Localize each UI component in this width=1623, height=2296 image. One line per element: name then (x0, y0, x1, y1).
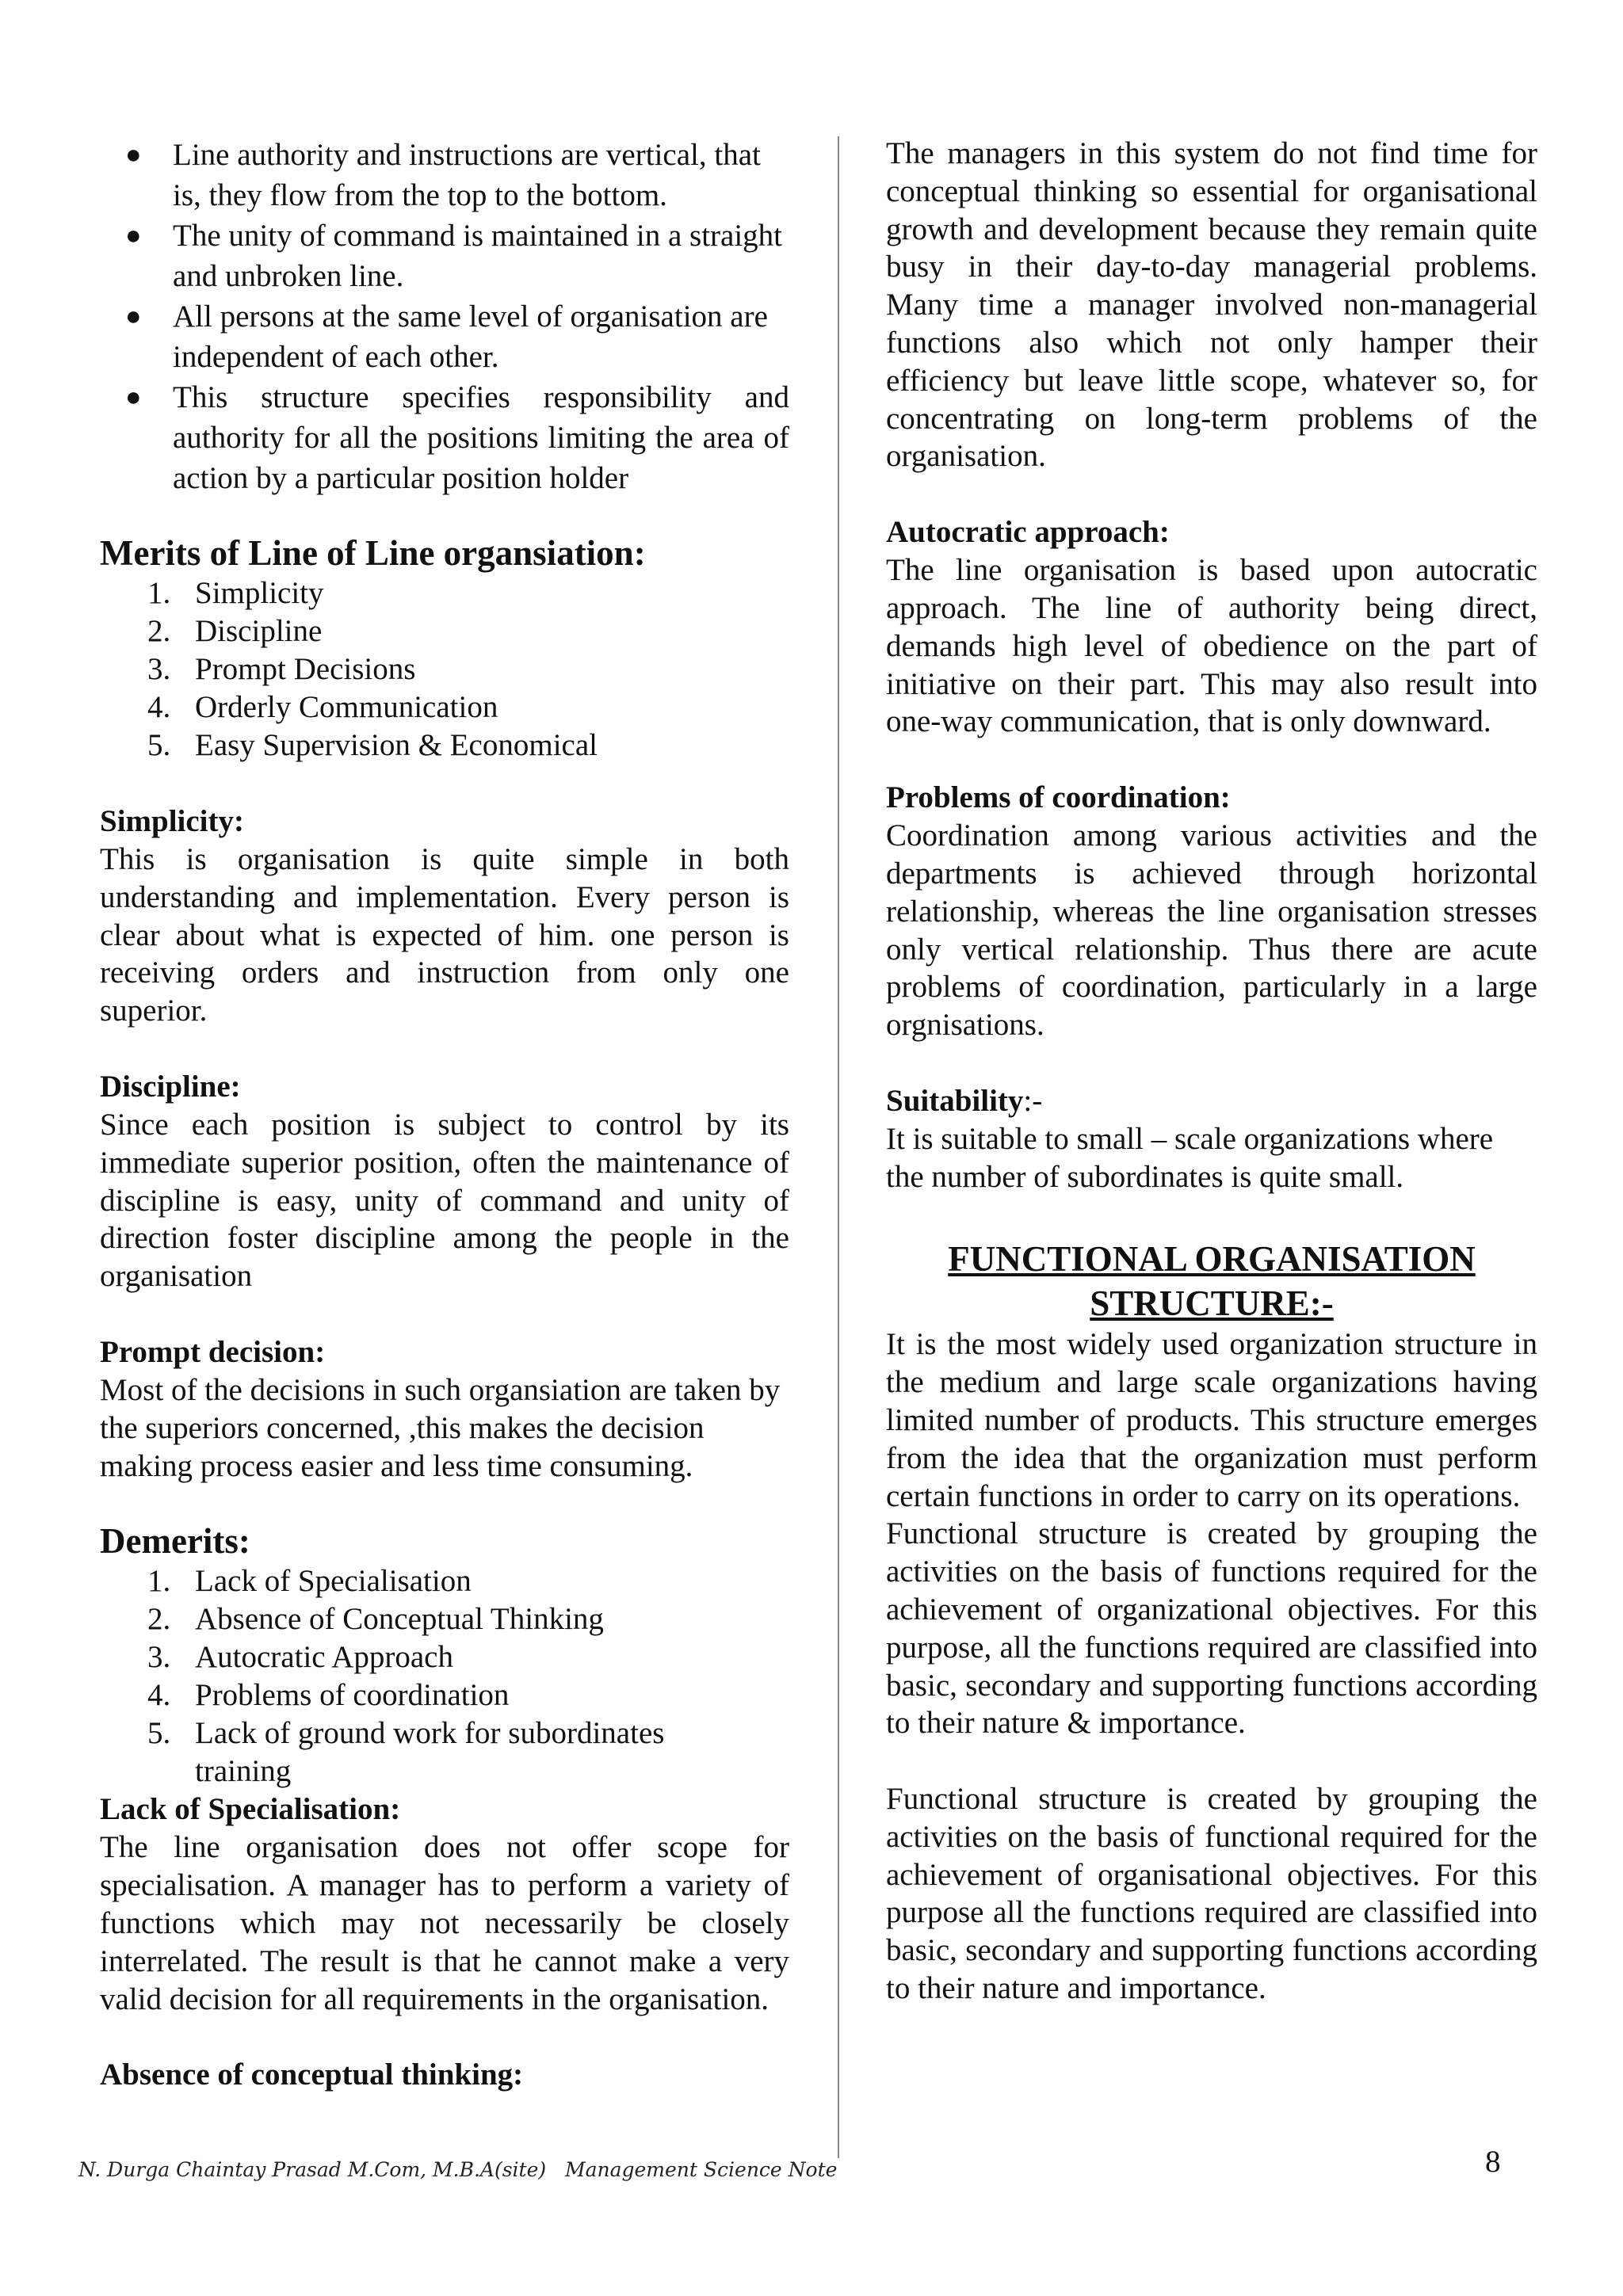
absence-of-conceptual-thinking-heading: Absence of conceptual thinking: (100, 2058, 524, 2092)
simplicity-paragraph: This is organisation is quite simple in both understanding and implementation. Every person is clear about what is expected of him. one person is receiving orders and instruction from only one superior. (100, 842, 789, 1028)
bullet-item: ● The unity of command is maintained in a straight and unbroken line. (100, 215, 789, 296)
list-item: 3. Autocratic Approach (147, 1640, 453, 1675)
lack-of-specialisation-paragraph: The line organisation does not offer scope for specialisation. A manager has to perform a variety of functions which may not necessarily be closely interrelated. The result is that he cannot make a very valid decision for all requirements in the organisation. (100, 1830, 789, 2016)
footer-title: Management Science Note (565, 2158, 838, 2181)
functional-organisation-title-line2: STRUCTURE:- (1090, 1283, 1334, 1324)
list-item: 5. Easy Supervision & Economical (147, 728, 598, 762)
problems-of-coordination-paragraph: Coordination among various activities and the departments is achieved through horizontal relationship, whereas the line organisation stresses only vertical relationship. Thus there are acute problems of coordination, particularly in a large orgnisations. (886, 818, 1537, 1043)
merits-list (100, 574, 789, 765)
prompt-decision-heading: Prompt decision: (100, 1334, 326, 1369)
merits-heading: Merits of Line of Line organsiation: (100, 533, 646, 573)
functional-organisation-title: FUNCTIONAL ORGANISATION (948, 1239, 1476, 1280)
autocratic-approach-heading: Autocratic approach: (886, 515, 1170, 550)
page-footer (78, 2158, 837, 2181)
bullet-item: ● All persons at the same level of organisation are independent of each other. (100, 296, 789, 377)
discipline-paragraph: Since each position is subject to control by its immediate superior position, often the maintenance of discipline is easy, unity of command and unity of direction foster discipline among the people in the organisation (100, 1107, 789, 1294)
demerits-heading: Demerits: (100, 1521, 250, 1562)
bullet-item: ● This structure specifies responsibility and authority for all the positions limiting the area of action by a particular position holder (100, 377, 789, 498)
suitability-heading: Suitability:- (886, 1083, 1043, 1118)
list-item: 3. Prompt Decisions (147, 652, 416, 686)
bullet-icon: ● (125, 302, 142, 331)
list-item: 1. Simplicity (147, 576, 324, 610)
bullet-icon: ● (125, 383, 142, 412)
list-item: 5. Lack of ground work for subordinates training (147, 1716, 665, 1789)
functional-paragraph-2: Functional structure is created by grouping the activities on the basis of functions required for the achievement of organizational objectives. For this purpose, all the functions required are classified into basic, secondary and supporting functions according to their nature & importance. (886, 1516, 1537, 1741)
left-column (100, 135, 789, 2094)
suitability-paragraph: It is suitable to small – scale organizations where the number of subordinates is quite small. (886, 1121, 1494, 1194)
managers-paragraph: The managers in this system do not find time for conceptual thinking so essential for organisational growth and development because they remain quite busy in their day-to-day managerial problems. Many time a manager involved non-managerial functions also which not only hamper their efficiency but leave little scope, whatever so, for concentrating on long-term problems of the organisation. (886, 136, 1537, 474)
column-divider (838, 136, 839, 2158)
functional-paragraph-1: It is the most widely used organization structure in the medium and large scale organizations having limited number of products. This structure emerges from the idea that the organization must perform certain functions in order to carry on its operations. (886, 1327, 1537, 1513)
list-item: 2. Absence of Conceptual Thinking (147, 1602, 604, 1637)
right-column (886, 135, 1537, 2008)
list-item: 1. Lack of Specialisation (147, 1564, 472, 1599)
list-item: 2. Discipline (147, 614, 323, 648)
list-item: 4. Problems of coordination (147, 1678, 510, 1713)
bullet-icon: ● (125, 140, 142, 170)
functional-paragraph-3: Functional structure is created by grouping the activities on the basis of functional required for the achievement of organisational objectives. For this purpose all the functions required are classified into basic, secondary and supporting functions according to their nature and importance. (886, 1782, 1537, 2006)
list-item: 4. Orderly Communication (147, 690, 498, 724)
bullet-icon: ● (125, 221, 142, 250)
bullet-item: ● Line authority and instructions are vertical, that is, they flow from the top to the bottom. (100, 135, 789, 215)
footer-author: N. Durga Chaintay Prasad M.Com, M.B.A(site) (78, 2158, 547, 2181)
page-number: 8 (1485, 2145, 1501, 2179)
autocratic-approach-paragraph: The line organisation is based upon autocratic approach. The line of authority being direct, demands high level of obedience on the part of initiative on their part. This may also result into one-way communication, that is only downward. (886, 553, 1537, 739)
problems-of-coordination-heading: Problems of coordination: (886, 780, 1231, 815)
discipline-heading: Discipline: (100, 1069, 241, 1104)
lack-of-specialisation-heading: Lack of Specialisation: (100, 1792, 401, 1827)
simplicity-heading: Simplicity: (100, 804, 244, 838)
characteristics-bullet-list (100, 135, 789, 498)
demerits-list (100, 1562, 789, 1791)
prompt-decision-paragraph: Most of the decisions in such organsiation are taken by the superiors concerned, ,this makes the decision making process easier and less time consuming. (100, 1372, 781, 1483)
